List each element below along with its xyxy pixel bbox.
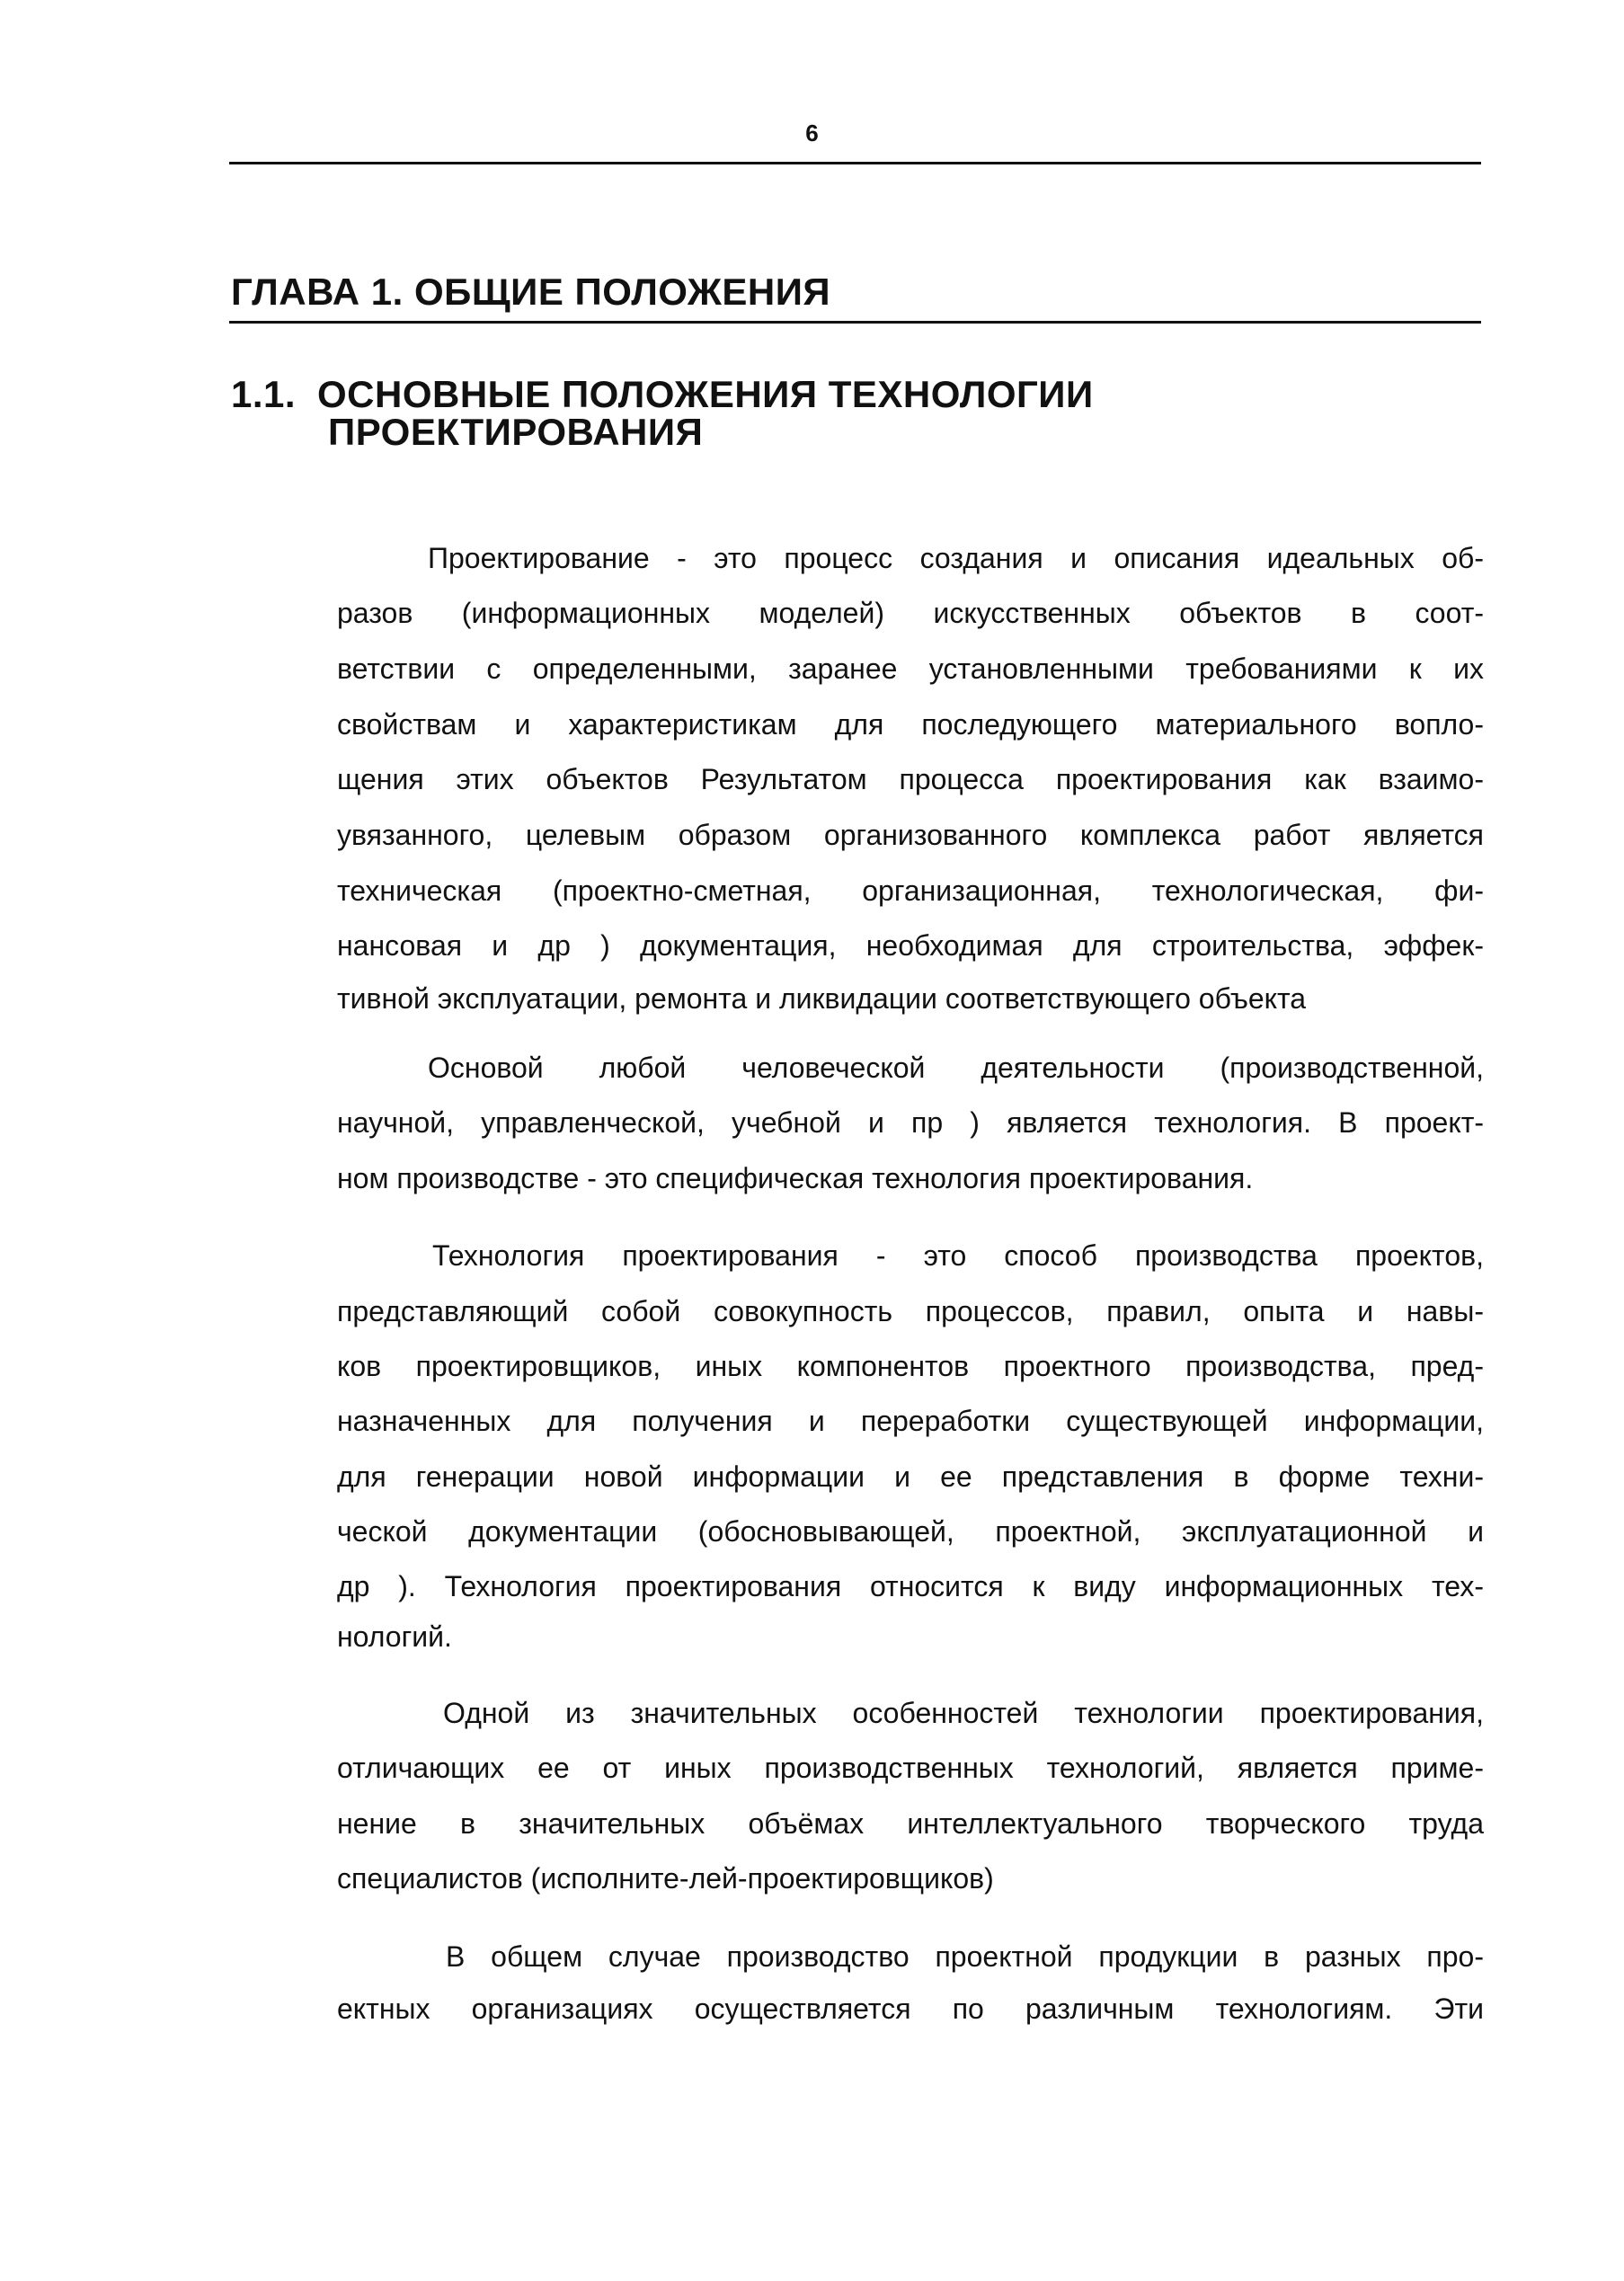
paragraph-4-line: Одной из значительных особенностей технологии проектирования, [443,1697,1484,1729]
paragraph-5-line: В общем случае производство проектной продукции в разных про- [446,1940,1484,1973]
chapter-rule [229,321,1481,324]
paragraph-1-line: тивной эксплуатации, ремонта и ликвидации соответствующего объекта [337,982,1307,1015]
paragraph-2-line: Основой любой человеческой деятельности (производственной, [428,1052,1484,1084]
section-number: 1.1. [231,373,297,415]
section-title-line1: ОСНОВНЫЕ ПОЛОЖЕНИЯ ТЕХНОЛОГИИ [317,373,1094,415]
paragraph-2-line: ном производстве - это специфическая технология проектирования. [337,1162,1254,1194]
paragraph-4-line: нение в значительных объёмах интеллектуального творческого труда [337,1807,1484,1840]
paragraph-3-line: представляющий собой совокупность процессов, правил, опыта и навы- [337,1295,1484,1327]
paragraph-1-line: разов (информационных моделей) искусственных объектов в соот- [337,597,1484,629]
paragraph-5-line: ектных организациях осуществляется по различным технологиям. Эти [337,1993,1484,2025]
chapter-title: ГЛАВА 1. ОБЩИЕ ПОЛОЖЕНИЯ [231,271,831,313]
paragraph-3-line: назначенных для получения и переработки существующей информации, [337,1405,1484,1437]
paragraph-3-line: ческой документации (обосновывающей, проектной, эксплуатационной и [337,1515,1484,1548]
header-rule [229,162,1481,164]
paragraph-3-line: ков проектировщиков, иных компонентов проектного производства, пред- [337,1350,1484,1382]
paragraph-1-line: техническая (проектно-сметная, организационная, технологическая, фи- [337,874,1484,907]
paragraph-1-line: увязанного, целевым образом организованного комплекса работ является [337,819,1484,851]
paragraph-1-line: нансовая и др ) документация, необходимая для строительства, эффек- [337,929,1484,962]
paragraph-4-line: отличающих ее от иных производственных технологий, является приме- [337,1752,1484,1784]
paragraph-2-line: научной, управленческой, учебной и пр ) является технология. В проект- [337,1106,1484,1139]
paragraph-1-line: свойствам и характеристикам для последующего материального вопло- [337,708,1484,741]
paragraph-3-line: Технология проектирования - это способ производства проектов, [432,1239,1484,1272]
section-title-line2: ПРОЕКТИРОВАНИЯ [328,411,704,453]
paragraph-1-line: щения этих объектов Результатом процесса проектирования как взаимо- [337,763,1484,795]
paragraph-1-line: ветствии с определенными, заранее установленными требованиями к их [337,652,1484,685]
paragraph-3-line: др ). Технология проектирования относится к виду информационных тех- [337,1570,1484,1602]
paragraph-3-line: нологий. [337,1620,452,1653]
paragraph-3-line: для генерации новой информации и ее представления в форме техни- [337,1460,1484,1493]
paragraph-1-line: Проектирование - это процесс создания и описания идеальных об- [428,542,1484,574]
paragraph-4-line: специалистов (исполните-лей-проектировщиков) [337,1862,994,1895]
page-number: 6 [805,120,819,146]
